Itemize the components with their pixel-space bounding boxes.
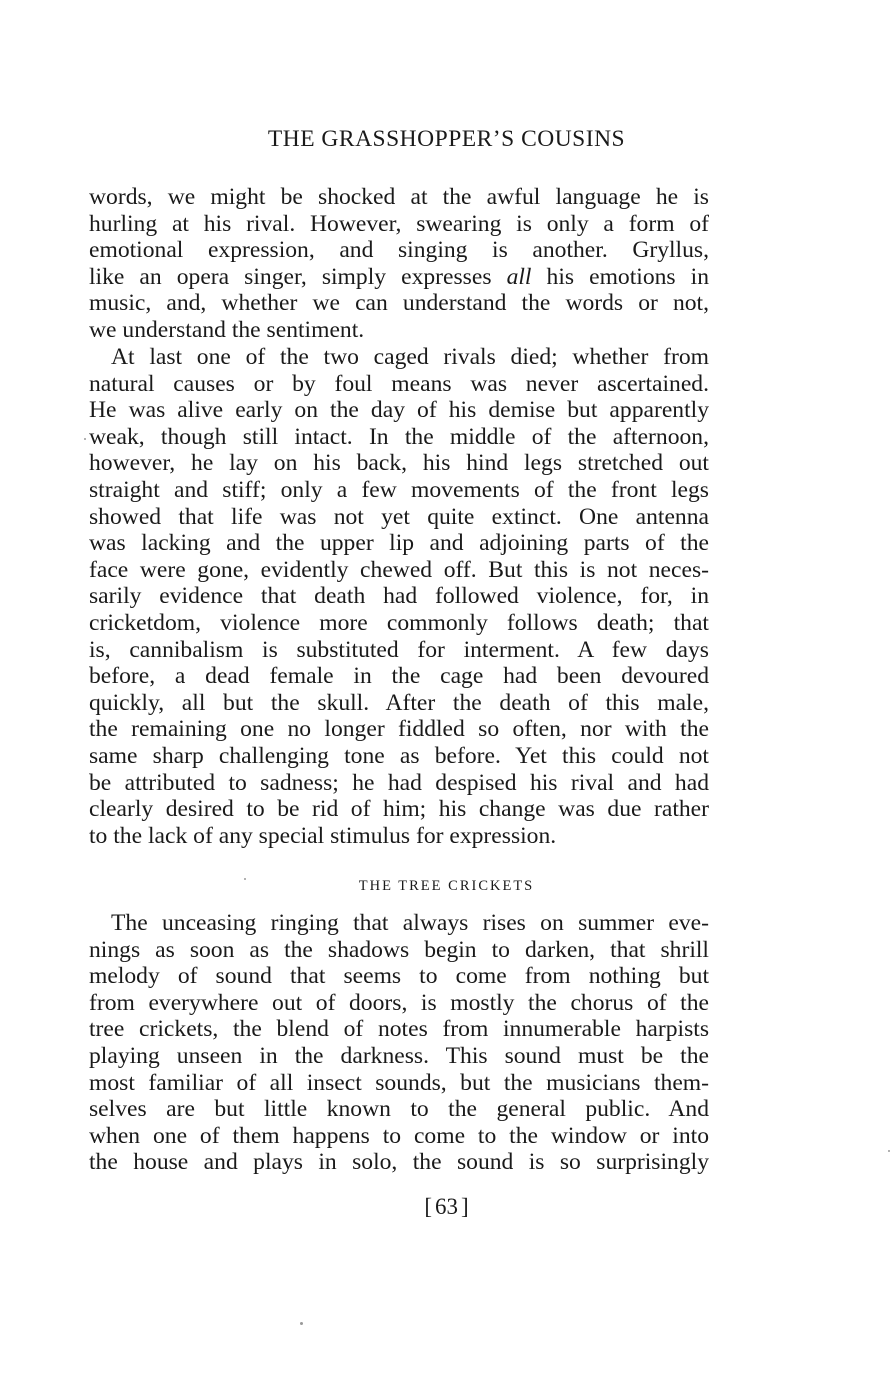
text-run: his emotions in (531, 263, 709, 290)
text-line: we understand the sentiment. (89, 316, 365, 343)
paragraph-1 (89, 184, 709, 344)
text-line: clearly desired to be rid of him; his change was due rather (89, 796, 709, 823)
text-line: emotional expression, and singing is another. Gryllus, (89, 237, 709, 264)
text-line (89, 264, 709, 291)
text-line: weak, though still intact. In the middle of the afternoon, (89, 423, 709, 450)
text-line: same sharp challenging tone as before. Yet this could not (89, 742, 709, 769)
text-line: from everywhere out of doors, is mostly the chorus of the (89, 989, 709, 1016)
paper-speck (84, 438, 86, 440)
text-line: words, we might be shocked at the awful language he is (89, 184, 709, 210)
text-line: the remaining one no longer fiddled so often, nor with the (89, 716, 709, 743)
text-line: is, cannibalism is substituted for interment. A few days (89, 636, 709, 663)
paper-speck (888, 1150, 890, 1152)
text-line: however, he lay on his back, his hind legs stretched out (89, 450, 709, 477)
running-head: THE GRASSHOPPER’S COUSINS (267, 126, 626, 152)
text-line: selves are but little known to the general public. And (89, 1096, 709, 1123)
text-line: showed that life was not yet quite extinct. One antenna (89, 503, 709, 530)
text-line: playing unseen in the darkness. This sound must be the (89, 1042, 709, 1069)
text-line: At last one of the two caged rivals died; whether from (111, 344, 709, 370)
emphasis: all (506, 263, 532, 290)
text-line: most familiar of all insect sounds, but the musicians them- (89, 1069, 709, 1096)
text-line: face were gone, evidently chewed off. But this is not neces- (89, 556, 709, 583)
text-line: hurling at his rival. However, swearing is only a form of (89, 210, 709, 237)
text-line: cricketdom, violence more commonly follows death; that (89, 609, 709, 636)
section-heading: THE TREE CRICKETS (358, 878, 535, 894)
page-number-value: 63 (435, 1194, 458, 1219)
paragraph-3 (89, 910, 709, 1176)
text-line: straight and stiff; only a few movements of the front legs (89, 476, 709, 503)
right-bracket: ] (461, 1194, 469, 1219)
text-line: the house and plays in solo, the sound is so surprisingly (89, 1149, 709, 1176)
paper-speck (300, 1322, 303, 1325)
left-bracket: [ (424, 1194, 432, 1219)
text-line: music, and, whether we can understand the words or not, (89, 290, 709, 317)
text-line: be attributed to sadness; he had despised his rival and had (89, 769, 709, 796)
text-line: quickly, all but the skull. After the death of this male, (89, 689, 709, 716)
text-line: natural causes or by foul means was never ascertained. (89, 370, 709, 397)
text-line: was lacking and the upper lip and adjoining parts of the (89, 530, 709, 557)
paper-speck (244, 878, 246, 880)
paragraph-2 (89, 344, 709, 849)
text-run: like an opera singer, simply expresses (89, 263, 507, 290)
text-line: to the lack of any special stimulus for expression. (89, 822, 557, 849)
text-line: nings as soon as the shadows begin to darken, that shrill (89, 936, 709, 963)
text-line: sarily evidence that death had followed violence, for, in (89, 583, 709, 610)
text-line: when one of them happens to come to the window or into (89, 1122, 709, 1149)
text-line: before, a dead female in the cage had been devoured (89, 663, 709, 690)
page-number (0, 1194, 893, 1220)
text-line: He was alive early on the day of his demise but apparently (89, 397, 709, 424)
text-line: tree crickets, the blend of notes from innumerable harpists (89, 1016, 709, 1043)
text-line: The unceasing ringing that always rises on summer eve- (111, 910, 709, 936)
text-line: melody of sound that seems to come from nothing but (89, 963, 709, 990)
